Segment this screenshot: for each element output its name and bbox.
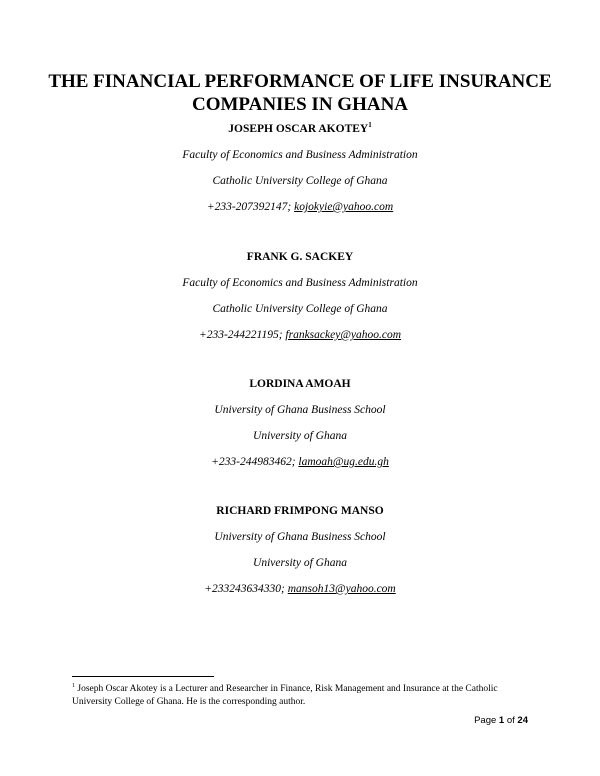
author-institution: Catholic University College of Ghana — [212, 303, 388, 315]
author-affiliation: Faculty of Economics and Business Administration — [182, 277, 418, 289]
author-name: RICHARD FRIMPONG MANSO — [216, 505, 384, 517]
footnote-text: Joseph Oscar Akotey is a Lecturer and Researcher in Finance, Risk Management and Insurance at the Catholic University College of Ghana. He is the corresponding author. — [72, 684, 498, 707]
author-contact — [40, 582, 560, 608]
author-name: LORDINA AMOAH — [249, 378, 351, 390]
author-phone: +233-244221195; — [198, 329, 283, 341]
footnote-number: 1 — [72, 683, 75, 689]
author-email-link[interactable]: lamoah@ug.edu.gh — [298, 456, 389, 468]
author-institution: University of Ghana — [253, 430, 347, 442]
author-block-4 — [40, 504, 560, 608]
author-affiliation: University of Ghana Business School — [214, 404, 386, 416]
author-email-link[interactable]: franksackey@yahoo.com — [285, 329, 402, 341]
paper-title: THE FINANCIAL PERFORMANCE OF LIFE INSURANCE COMPANIES IN GHANA — [48, 71, 552, 115]
author-email-link[interactable]: kojokyie@yahoo.com — [294, 201, 394, 213]
author-contact — [40, 328, 560, 354]
author-phone: +233-244983462; — [211, 456, 296, 468]
author-email-link[interactable]: mansoh13@yahoo.com — [287, 583, 396, 595]
author-contact — [40, 200, 560, 226]
footnote-divider — [72, 676, 214, 677]
author-block-3 — [40, 377, 560, 481]
author-contact — [40, 455, 560, 481]
author-affiliation: University of Ghana Business School — [214, 531, 386, 543]
author-name: FRANK G. SACKEY — [246, 251, 354, 263]
author-block-2 — [40, 250, 560, 354]
author-name: JOSEPH OSCAR AKOTEY$^1$ — [228, 121, 372, 135]
author-block-1 — [40, 122, 560, 226]
footnote — [72, 683, 528, 709]
total-pages: 24 — [517, 715, 528, 726]
author-institution: Catholic University College of Ghana — [212, 175, 388, 187]
author-affiliation: Faculty of Economics and Business Administration — [182, 149, 418, 161]
author-phone: +233243634330; — [204, 583, 285, 595]
current-page: 1 — [498, 715, 505, 726]
footnote-marker: 1 — [368, 121, 372, 129]
page-number: Page 1 of 24 — [474, 715, 528, 726]
author-phone: +233-207392147; — [206, 201, 292, 213]
author-institution: University of Ghana — [253, 557, 347, 569]
